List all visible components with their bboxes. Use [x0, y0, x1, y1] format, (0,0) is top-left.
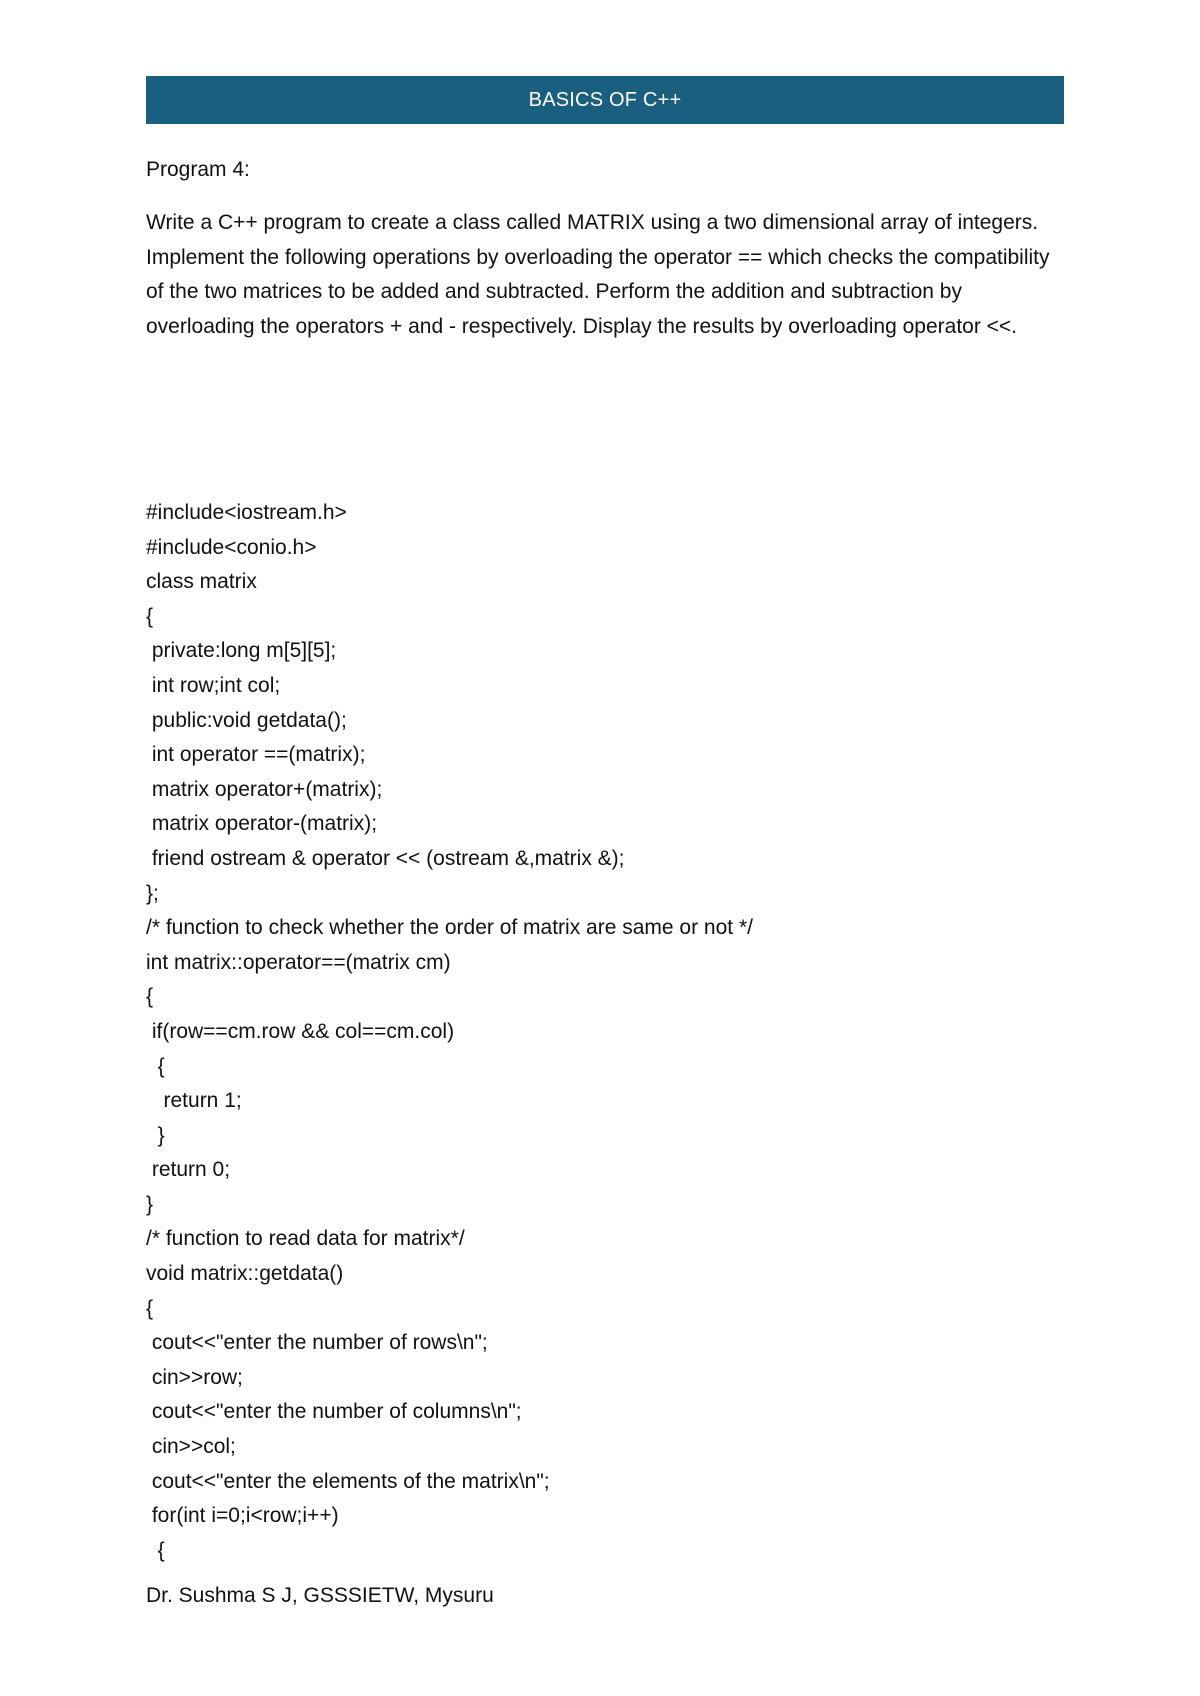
code-line: cout<<"enter the number of columns\n"; — [146, 1400, 522, 1424]
code-line: if(row==cm.row && col==cm.col) — [146, 1019, 455, 1043]
code-line: int row;int col; — [146, 673, 281, 697]
code-line: /* function to read data for matrix*/ — [146, 1227, 465, 1251]
code-line: cin>>col; — [146, 1435, 236, 1459]
code-line: }; — [146, 881, 159, 905]
code-line: { — [146, 604, 154, 628]
footer-author: Dr. Sushma S J, GSSSIETW, Mysuru — [146, 1584, 494, 1607]
header-band — [146, 76, 1064, 124]
code-line: /* function to check whether the order of matrix are same or not */ — [146, 916, 753, 940]
problem-statement: Write a C++ program to create a class called MATRIX using a two dimensional array of integers. Implement the following operations by overloading the operator == which checks the compatibility of the two matrices to be added and subtracted. Perform the addition and subtraction by overloading the operators + and - respectively. Display the results by overloading operator <<. — [146, 211, 1050, 338]
code-line: matrix operator+(matrix); — [146, 777, 383, 801]
code-line: return 0; — [146, 1158, 231, 1182]
code-line: } — [146, 1123, 165, 1147]
code-line: cout<<"enter the number of rows\n"; — [146, 1331, 488, 1355]
code-line: #include<iostream.h> — [146, 501, 347, 524]
code-line: } — [146, 1192, 154, 1216]
code-line: { — [146, 1054, 165, 1078]
header-title: BASICS OF C++ — [528, 88, 682, 111]
code-line: { — [146, 985, 154, 1009]
code-block — [146, 496, 753, 1568]
code-line: { — [146, 1296, 154, 1320]
code-line: int operator ==(matrix); — [146, 743, 366, 767]
code-line: matrix operator-(matrix); — [146, 812, 378, 836]
code-line: cin>>row; — [146, 1365, 243, 1389]
code-line: return 1; — [146, 1089, 242, 1113]
code-line: #include<conio.h> — [146, 535, 317, 559]
code-line: cout<<"enter the elements of the matrix\n"; — [146, 1469, 550, 1493]
program-label: Program 4: — [146, 158, 250, 181]
code-line: class matrix — [146, 570, 257, 594]
code-line: for(int i=0;i<row;i++) — [146, 1504, 339, 1528]
code-line: public:void getdata(); — [146, 708, 347, 732]
code-line: int matrix::operator==(matrix cm) — [146, 950, 451, 974]
code-line: friend ostream & operator << (ostream &,matrix &); — [146, 846, 625, 870]
code-line: { — [146, 1538, 165, 1562]
code-line: private:long m[5][5]; — [146, 639, 337, 663]
code-line: void matrix::getdata() — [146, 1262, 344, 1286]
